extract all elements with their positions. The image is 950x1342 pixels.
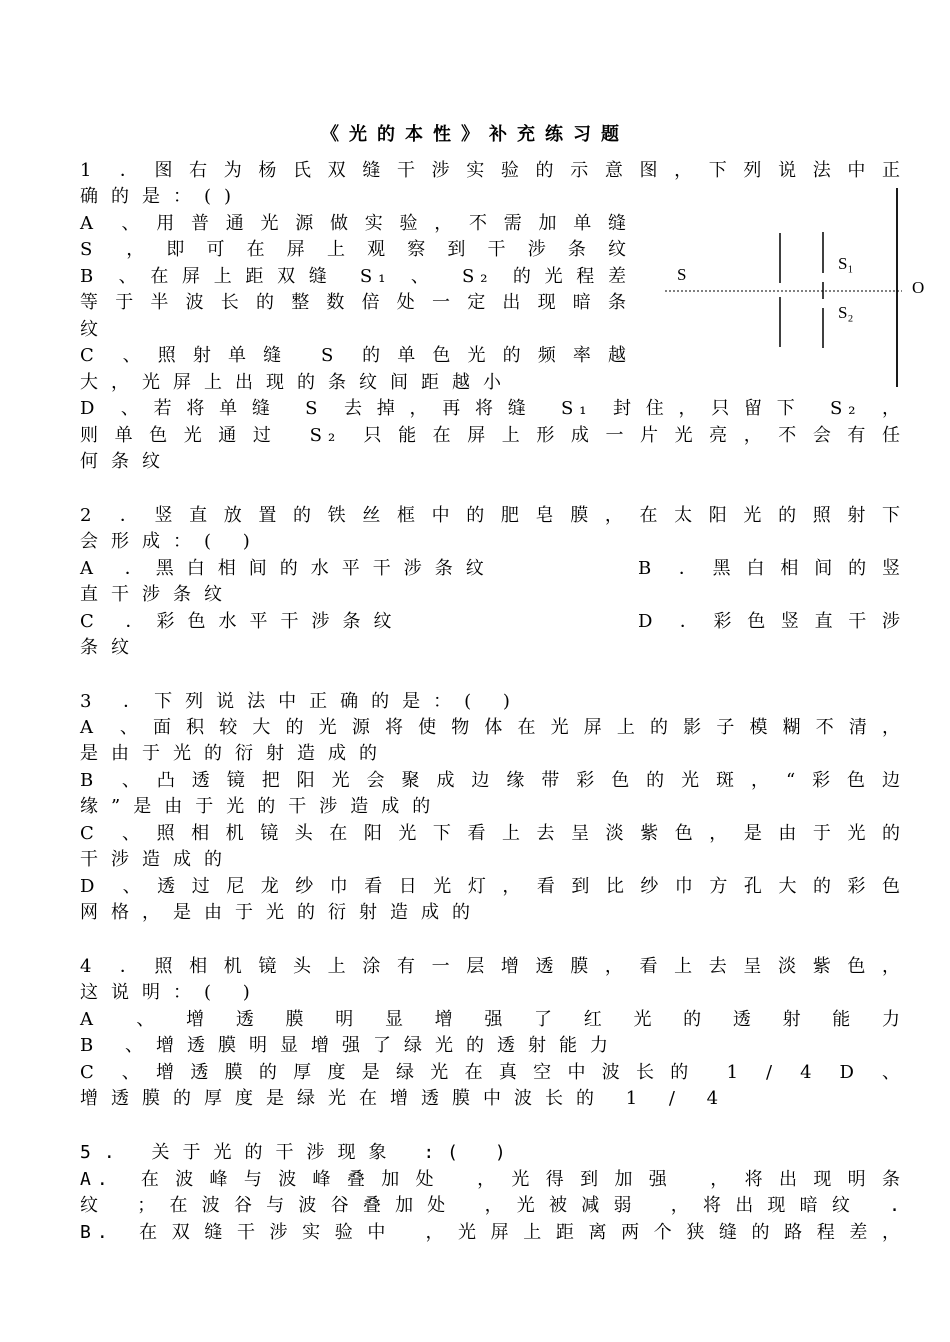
q3-line: 干涉造成的 — [80, 849, 235, 870]
q4-option-a: A 、增透膜明显增强了红光的透射能力 — [80, 1009, 906, 1030]
q3-line: 网格，是由于光的衍射造成的 — [80, 902, 483, 923]
q3-line: 3 ．下列说法中正确的是：( ) — [80, 691, 523, 712]
double-slit-diagram — [660, 185, 940, 395]
q4-option-c: C 、增透膜的厚度是绿光在真空中波长的 1 / 4 D 、 — [80, 1062, 906, 1083]
q2-option-a: A ．黑白相间的水平干涉条纹 — [80, 558, 497, 579]
q5-option-b: B. 在双缝干涉实验中 ，光屏上距离两个狭缝的路程差， — [80, 1222, 906, 1243]
q3-option-b: B 、凸透镜把阳光会聚成边缘带彩色的光斑，“彩色边 — [80, 770, 906, 791]
q3-line: 缘”是由于光的干涉造成的 — [80, 796, 444, 817]
q2-option-b: B ．黑白相间的竖 — [638, 558, 906, 579]
q5-option-a: A. 在波峰与波峰叠加处 ，光得到加强 ，将出现明条 — [80, 1169, 906, 1190]
q4-line: 4 ．照相机镜头上涂有一层增透膜，看上去呈淡紫色， — [80, 956, 906, 977]
q1-option-c: C 、照射单缝 S 的单色光的频率越 — [80, 345, 632, 366]
q3-line: 是由于光的衍射造成的 — [80, 743, 390, 764]
q2-line: 直干涉条纹 — [80, 584, 235, 605]
q3-option-a: A 、面积较大的光源将使物体在光屏上的影子模糊不清， — [80, 717, 906, 738]
q1-line: 纹 — [80, 319, 98, 340]
q1-line: 何条纹 — [80, 451, 173, 472]
q1-option-a: A 、用普通光源做实验，不需加单缝 — [80, 213, 632, 234]
q1-line: 大，光屏上出现的条纹间距越小 — [80, 372, 514, 393]
q3-option-d: D 、透过尼龙纱巾看日光灯，看到比纱巾方孔大的彩色 — [80, 876, 906, 897]
q5-line: 5. 关于光的干涉现象 :( ) — [80, 1142, 519, 1163]
q4-option-d: 增透膜的厚度是绿光在增透膜中波长的 1 / 4 — [80, 1088, 732, 1109]
q2-line: 条纹 — [80, 637, 142, 658]
q1-option-b: B 、在屏上距双缝 S₁ 、 S₂ 的光程差 — [80, 266, 632, 287]
q3-option-c: C 、照相机镜头在阳光下看上去呈淡紫色，是由于光的 — [80, 823, 906, 844]
label-s2: S₂ — [838, 303, 854, 322]
q1-line: 1 ．图右为杨氏双缝干涉实验的示意图，下列说法中正 — [80, 160, 906, 181]
q2-option-d: D ．彩色竖直干涉 — [638, 611, 906, 632]
q1-line: S ，即可在屏上观察到干涉条纹 — [80, 239, 632, 260]
q4-line: 这说明：( ) — [80, 982, 263, 1003]
q2-option-c: C ．彩色水平干涉条纹 — [80, 611, 405, 632]
page-title: 《光的本性》补充练习题 — [321, 124, 629, 145]
q5-line: 纹 ；在波谷与波谷叠加处 ，光被减弱 ，将出现暗纹 . — [80, 1195, 906, 1216]
q1-line: 确的是：() — [80, 186, 245, 207]
q2-line: 会形成：( ) — [80, 531, 263, 552]
q1-line: 等于半波长的整数倍处一定出现暗条 — [80, 292, 632, 313]
label-s1: S₁ — [838, 254, 854, 273]
q2-line: 2 ．竖直放置的铁丝框中的肥皂膜，在太阳光的照射下 — [80, 505, 906, 526]
q1-line: 则单色光通过 S₂ 只能在屏上形成一片光亮，不会有任 — [80, 425, 906, 446]
q4-option-b: B 、增透膜明显增强了绿光的透射能力 — [80, 1035, 621, 1056]
label-s: S — [677, 265, 687, 284]
label-o: O — [912, 278, 925, 297]
q1-option-d: D 、若将单缝 S 去掉，再将缝 S₁ 封住，只留下 S₂ ， — [80, 398, 906, 419]
